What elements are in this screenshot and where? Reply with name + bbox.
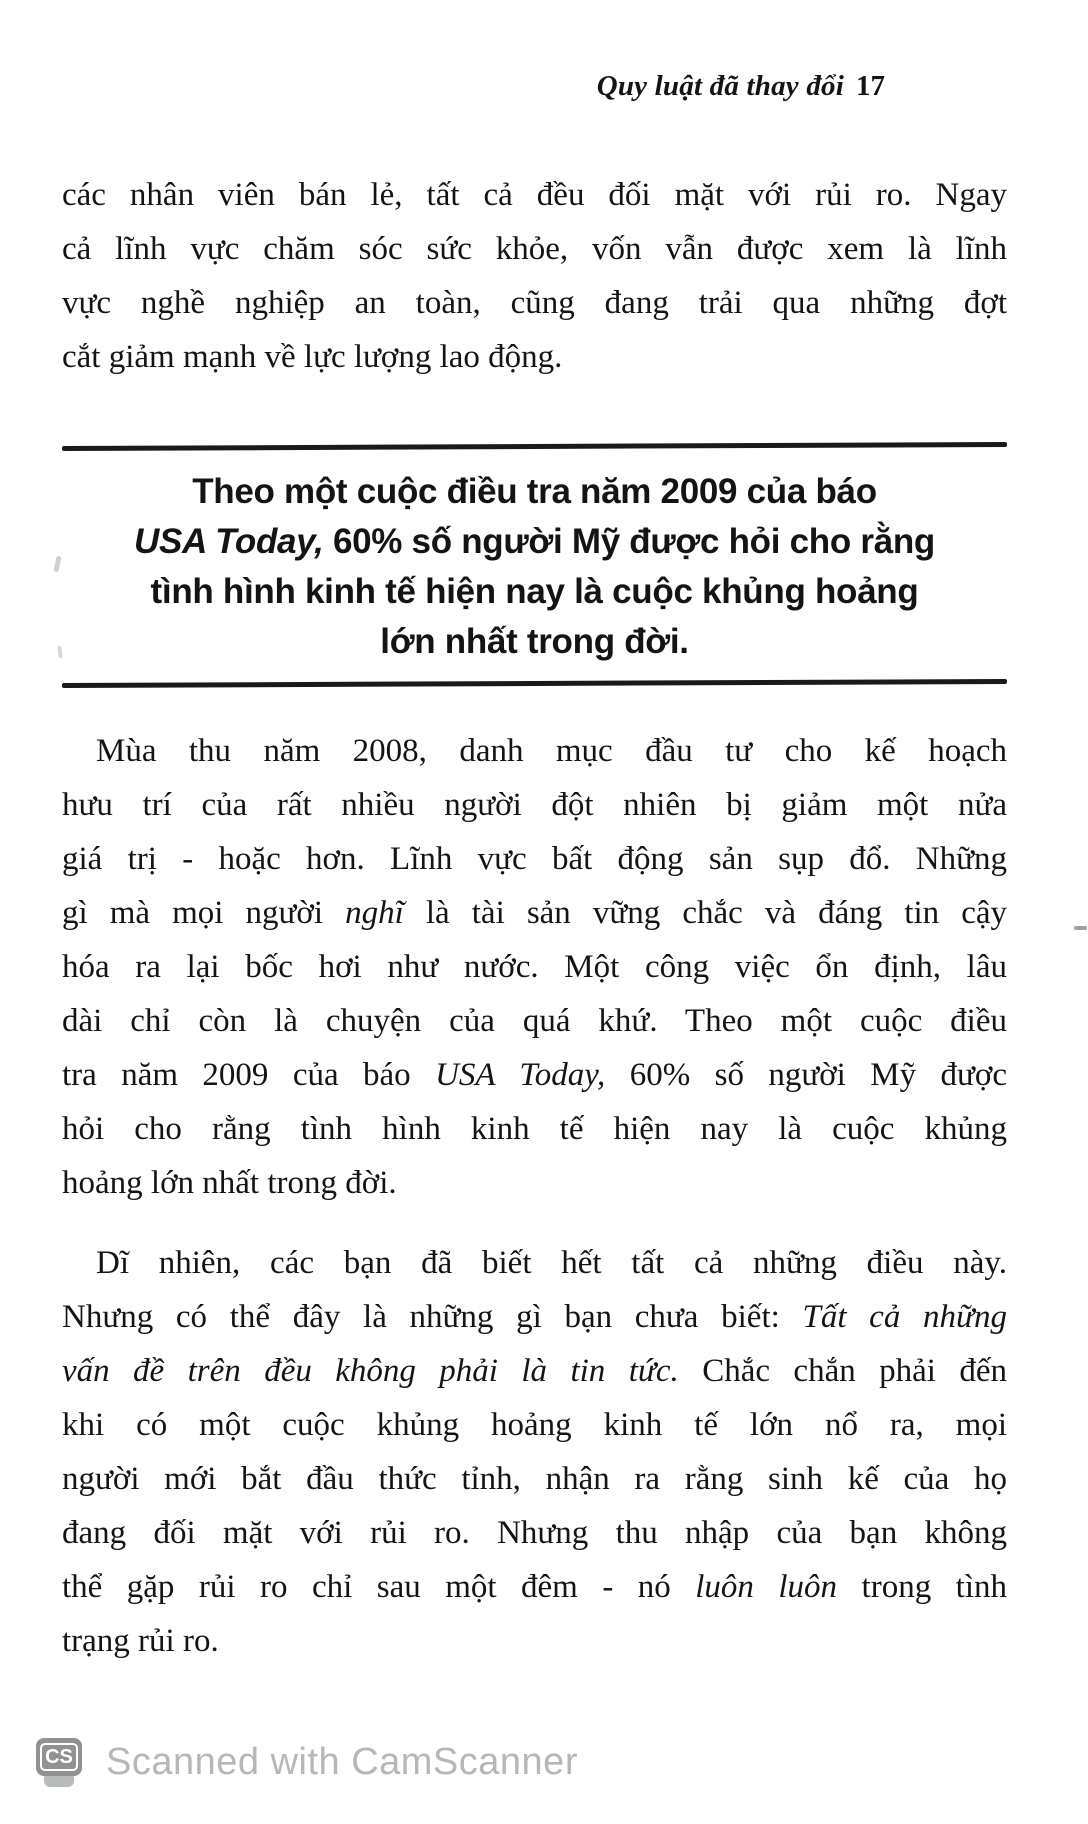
- paragraph-3: [62, 1236, 1007, 1668]
- pull-quote: [62, 449, 1007, 681]
- text-line: cắt giảm mạnh về lực lượng lao động.: [62, 339, 563, 375]
- camscanner-text: Scanned with CamScanner: [106, 1741, 578, 1783]
- text-line: giá trị - hoặc hơn. Lĩnh vực bất động sản sụp đổ. Những: [62, 841, 1007, 877]
- text-line: khi có một cuộc khủng hoảng kinh tế lớn nổ ra, mọi: [62, 1407, 1007, 1443]
- text-line: Nhưng có thể đây là những gì bạn chưa biết: Tất cả những: [62, 1299, 1007, 1335]
- camscanner-footer: [36, 1738, 578, 1787]
- camscanner-icon-flap: [44, 1776, 74, 1787]
- text-line: Dĩ nhiên, các bạn đã biết hết tất cả những điều này.: [96, 1245, 1007, 1281]
- text-line: đang đối mặt với rủi ro. Nhưng thu nhập của bạn không: [62, 1515, 1007, 1551]
- text-line: người mới bắt đầu thức tỉnh, nhận ra rằng sinh kế của họ: [62, 1461, 1007, 1497]
- text-line: hưu trí của rất nhiều người đột nhiên bị giảm một nửa: [62, 787, 1007, 823]
- text-line: cả lĩnh vực chăm sóc sức khỏe, vốn vẫn được xem là lĩnh: [62, 231, 1007, 267]
- text-line: hỏi cho rằng tình hình kinh tế hiện nay là cuộc khủng: [62, 1111, 1007, 1147]
- text-line: Mùa thu năm 2008, danh mục đầu tư cho kế hoạch: [96, 733, 1007, 769]
- text-line: các nhân viên bán lẻ, tất cả đều đối mặt với rủi ro. Ngay: [62, 177, 1007, 213]
- text-line: dài chỉ còn là chuyện của quá khứ. Theo một cuộc điều: [62, 1003, 1007, 1039]
- text-line: vực nghề nghiệp an toàn, cũng đang trải qua những đợt: [62, 285, 1007, 321]
- page-number: 17: [856, 70, 885, 102]
- quote-line: tình hình kinh tế hiện nay là cuộc khủng hoảng: [150, 572, 919, 611]
- camscanner-icon-letters: CS: [40, 1743, 78, 1771]
- text-line: trạng rủi ro.: [62, 1623, 219, 1659]
- running-title: Quy luật đã thay đổi: [596, 70, 844, 102]
- scan-artifact: [1074, 926, 1087, 930]
- text-line: gì mà mọi người nghĩ là tài sản vững chắc và đáng tin cậy: [62, 895, 1007, 931]
- text-line: hóa ra lại bốc hơi như nước. Một công việc ổn định, lâu: [62, 949, 1007, 985]
- paragraph-1: [62, 168, 1007, 384]
- running-header: [597, 70, 885, 103]
- text-line: thể gặp rủi ro chỉ sau một đêm - nó luôn luôn trong tình: [62, 1569, 1007, 1605]
- quote-line: lớn nhất trong đời.: [380, 622, 689, 661]
- quote-line: USA Today, 60% số người Mỹ được hỏi cho rằng: [134, 522, 935, 561]
- scan-artifact: [53, 556, 61, 573]
- paragraph-2: [62, 724, 1007, 1210]
- page-content: [62, 168, 1007, 1668]
- camscanner-icon: [36, 1738, 82, 1787]
- text-line: hoảng lớn nhất trong đời.: [62, 1165, 397, 1201]
- text-line: tra năm 2009 của báo USA Today, 60% số người Mỹ được: [62, 1057, 1007, 1093]
- quote-line: Theo một cuộc điều tra năm 2009 của báo: [192, 472, 877, 511]
- text-line: vấn đề trên đều không phải là tin tức. Chắc chắn phải đến: [62, 1353, 1007, 1389]
